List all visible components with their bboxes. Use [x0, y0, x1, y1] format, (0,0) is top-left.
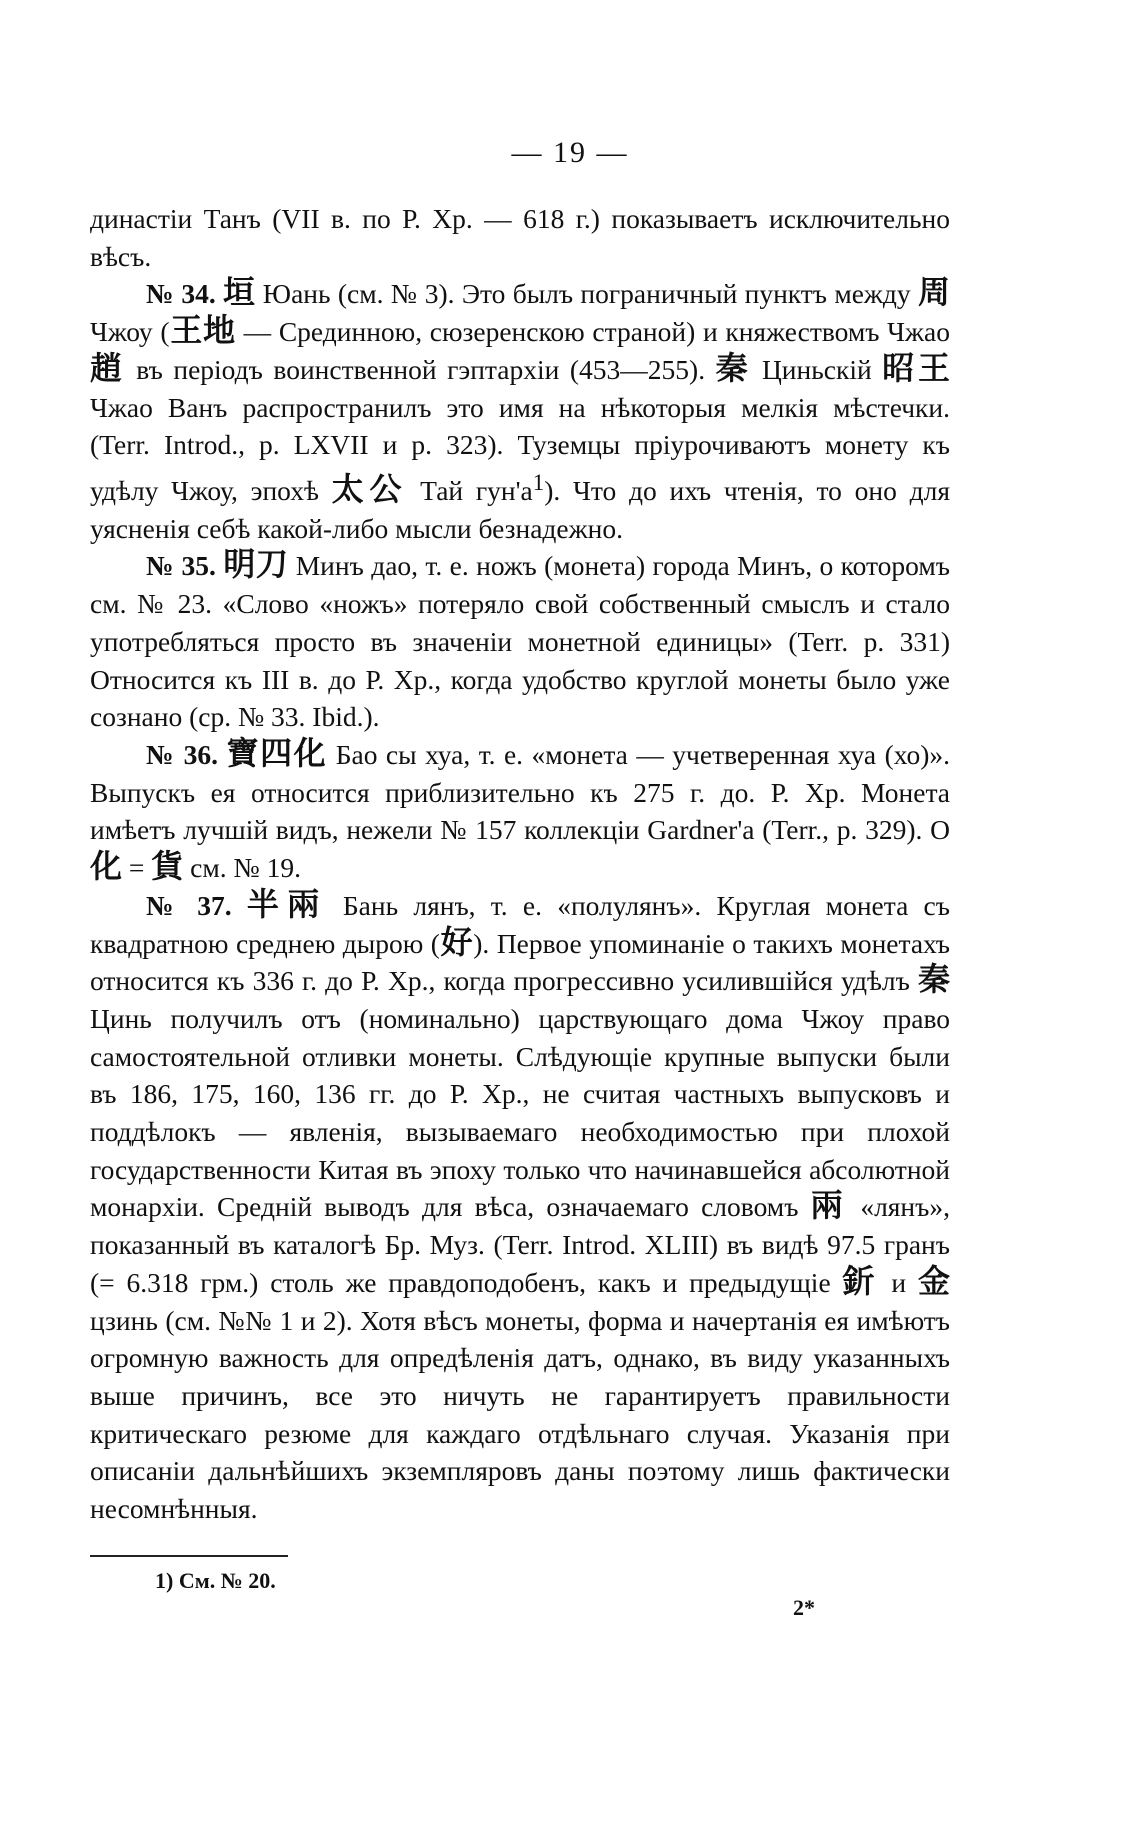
entry-number: № 34.	[146, 278, 216, 310]
chinese-character: 兩	[810, 1186, 849, 1225]
footnote: 1) См. № 20.	[155, 1568, 276, 1593]
main-text	[90, 200, 950, 1528]
chinese-character: 太公	[331, 470, 408, 509]
entry-37	[90, 884, 950, 1528]
intro-paragraph: династіи Танъ (VII в. по Р. Хр. — 618 г.) показываетъ исключительно вѣсъ.	[90, 203, 950, 272]
entry-34	[90, 275, 950, 547]
chinese-character: 昭王	[882, 348, 950, 387]
entry-text: Бао сы хуа, т. е. «монета — учетверенная хуа (хо)». Выпускъ ея относится приблизительно къ 275 г. до. Р. Хр. Монета имѣетъ лучшій видъ, нежели № 157 коллекціи Gardner'a (Terr., p. 329). О	[90, 739, 950, 846]
entry-text: цзинь (см. №№ 1 и 2). Хотя вѣсъ монеты, форма и начертанія ея имѣютъ огромную важность для опредѣленія датъ, однако, въ виду указанныхъ выше причинъ, все это ничуть не гарантируетъ правильности критическаго резюме для каждаго отдѣльнаго случая. Указанія при описаніи дальнѣйшихъ экземпляровъ даны поэтому лишь фактически несомнѣнныя.	[90, 1304, 950, 1525]
entry-number: № 37.	[146, 889, 232, 921]
chinese-character: 釿	[842, 1261, 880, 1300]
chinese-character: 明刀	[223, 545, 289, 584]
chinese-character: 半兩	[246, 884, 328, 923]
entry-number: № 36.	[146, 739, 219, 770]
signature-mark: 2*	[793, 1595, 815, 1620]
entry-36	[90, 736, 950, 887]
entry-text: Юань (см. № 3). Это былъ пограничный пунктъ между	[255, 278, 918, 310]
entry-number: № 35.	[146, 550, 216, 582]
footnote-divider	[90, 1555, 288, 1557]
chinese-character: 趙	[90, 348, 126, 387]
chinese-character: 貨	[151, 847, 184, 886]
chinese-character: 秦	[917, 960, 950, 999]
entry-text: Чжао Ванъ распространилъ это имя на нѣкоторыя мелкія мѣстечки. (Terr. Introd., p. LXVII и p. 323). Туземцы пріурочиваютъ монету къ удѣлу Чжоу, эпохѣ	[90, 391, 950, 507]
entry-35	[90, 547, 950, 736]
chinese-character: 秦	[715, 348, 752, 387]
entry-text: ). Первое упоминаніе о такихъ монетахъ относится къ 336 г. до Р. Хр., когда прогрессивно усилившійся удѣлъ	[90, 927, 950, 997]
entry-text: «лянъ», показанный въ каталогѣ Бр. Муз. (Terr. Introd. XLIII) въ видѣ 97.5 гранъ (= 6.318 грм.) столь же правдоподобенъ, какъ и предыдущіе	[90, 1191, 950, 1298]
chinese-character: 周	[917, 273, 950, 312]
entry-text: Цинь получилъ отъ (номинально) царствующаго дома Чжоу право самостоятельной отливки монеты. Слѣдующіе крупные выпуски были въ 186, 175, 160, 136 гг. до Р. Хр., не считая частныхъ выпусковъ и поддѣлокъ — явленія, вызываемаго необходимостью при плохой государственности Китая въ эпоху только что начинавшейся абсолютной монархіи. Средній выводъ для вѣса, означаемаго словомъ	[90, 1002, 950, 1223]
entry-text: Минъ дао, т. е. ножъ (монета) города Минъ, о которомъ см. № 23. «Слово «ножъ» потеряло свой собственный смыслъ и стало употребляться просто въ значеніи монетной единицы» (Terr. p. 331) Относится къ III в. до Р. Хр., когда удобство круглой монеты было уже сознано (ср. № 33. Ibid.).	[90, 550, 950, 733]
chinese-character: 好	[439, 922, 474, 961]
chinese-character: 金	[917, 1261, 950, 1300]
chinese-character: 寶四化	[226, 734, 328, 772]
footnote-ref: 1	[532, 469, 545, 495]
entry-text: Чжоу (	[90, 316, 170, 348]
chinese-character: 王地	[169, 311, 236, 350]
entry-text: ). Что до ихъ чтенія, то оно для уясненія себѣ какой-либо мысли безнадежно.	[90, 475, 950, 544]
chinese-character: 化	[90, 847, 123, 886]
entry-text: см. № 19.	[183, 852, 302, 884]
entry-text: — Срединною, сюзеренскою страной) и княжествомъ Чжао	[235, 316, 950, 348]
entry-text: Циньскій	[751, 353, 883, 385]
entry-text: и	[879, 1266, 918, 1298]
entry-text: въ періодъ воинственной гэптархіи (453—255).	[125, 353, 716, 385]
entry-text: =	[122, 852, 152, 884]
entry-text: Тай гун'а	[407, 475, 533, 507]
entry-text: Бань лянъ, т. е. «полулянъ». Круглая монета съ квадратною среднею дырою (	[90, 889, 950, 959]
page-number: — 19 —	[511, 136, 629, 169]
chinese-character: 垣	[223, 273, 256, 312]
